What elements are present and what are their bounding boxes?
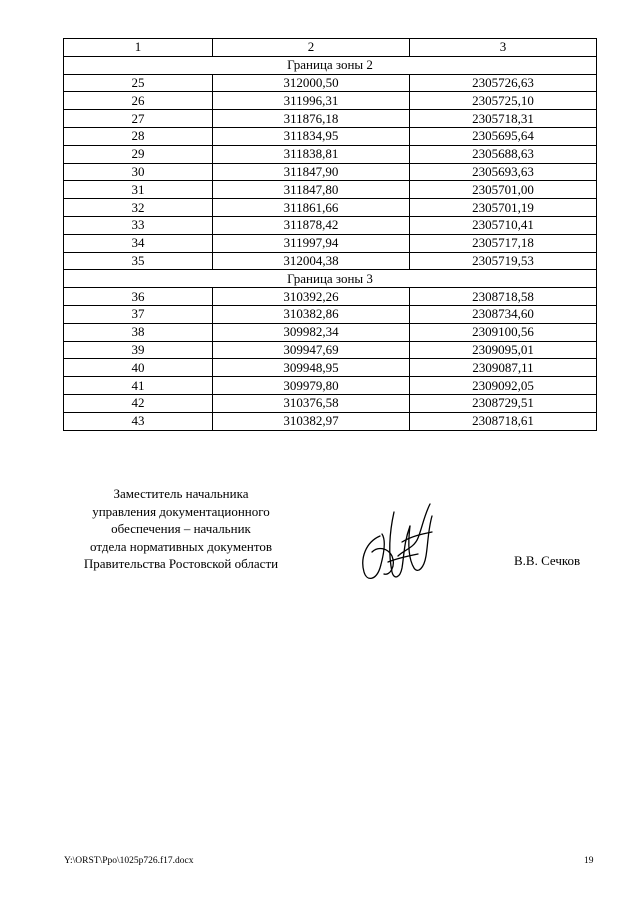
point-number: 28 xyxy=(64,127,213,145)
y-coordinate: 2305717,18 xyxy=(410,234,597,252)
y-coordinate: 2309092,05 xyxy=(410,377,597,395)
y-coordinate: 2309095,01 xyxy=(410,341,597,359)
y-coordinate: 2305710,41 xyxy=(410,216,597,234)
position-line: обеспечения – начальник xyxy=(111,521,251,536)
table-row xyxy=(64,127,597,145)
table-row xyxy=(64,305,597,323)
table-row xyxy=(64,377,597,395)
table-row xyxy=(64,288,597,306)
x-coordinate: 311861,66 xyxy=(213,199,410,217)
column-header: 2 xyxy=(213,39,410,57)
signatory-position xyxy=(66,485,296,573)
x-coordinate: 311847,90 xyxy=(213,163,410,181)
x-coordinate: 310376,58 xyxy=(213,394,410,412)
y-coordinate: 2305719,53 xyxy=(410,252,597,270)
point-number: 30 xyxy=(64,163,213,181)
table-row xyxy=(64,341,597,359)
coordinates-table xyxy=(63,38,597,431)
y-coordinate: 2305725,10 xyxy=(410,92,597,110)
point-number: 39 xyxy=(64,341,213,359)
x-coordinate: 310382,97 xyxy=(213,412,410,430)
x-coordinate: 312000,50 xyxy=(213,74,410,92)
column-header: 3 xyxy=(410,39,597,57)
section-title: Граница зоны 3 xyxy=(64,270,597,288)
handwritten-signature xyxy=(358,496,438,586)
position-line: управления документационного xyxy=(92,503,270,519)
table-row xyxy=(64,110,597,128)
y-coordinate: 2305701,19 xyxy=(410,199,597,217)
point-number: 29 xyxy=(64,145,213,163)
column-header: 1 xyxy=(64,39,213,57)
coordinates-table-body xyxy=(64,39,597,431)
position-line: отдела нормативных документов xyxy=(90,538,272,554)
section-title-row xyxy=(64,56,597,74)
x-coordinate: 310392,26 xyxy=(213,288,410,306)
y-coordinate: 2305718,31 xyxy=(410,110,597,128)
y-coordinate: 2305701,00 xyxy=(410,181,597,199)
table-row xyxy=(64,234,597,252)
point-number: 40 xyxy=(64,359,213,377)
position-line: Заместитель начальника xyxy=(113,486,249,501)
x-coordinate: 312004,38 xyxy=(213,252,410,270)
y-coordinate: 2308734,60 xyxy=(410,305,597,323)
table-row xyxy=(64,412,597,430)
section-title-row xyxy=(64,270,597,288)
y-coordinate: 2309100,56 xyxy=(410,323,597,341)
point-number: 37 xyxy=(64,305,213,323)
x-coordinate: 311834,95 xyxy=(213,127,410,145)
x-coordinate: 311997,94 xyxy=(213,234,410,252)
x-coordinate: 309947,69 xyxy=(213,341,410,359)
table-row xyxy=(64,394,597,412)
table-row xyxy=(64,74,597,92)
section-title: Граница зоны 2 xyxy=(64,56,597,74)
table-row xyxy=(64,92,597,110)
point-number: 32 xyxy=(64,199,213,217)
point-number: 27 xyxy=(64,110,213,128)
point-number: 34 xyxy=(64,234,213,252)
table-row xyxy=(64,359,597,377)
point-number: 25 xyxy=(64,74,213,92)
x-coordinate: 311996,31 xyxy=(213,92,410,110)
footer-page-number: 19 xyxy=(584,856,594,866)
y-coordinate: 2305693,63 xyxy=(410,163,597,181)
y-coordinate: 2309087,11 xyxy=(410,359,597,377)
footer-file-path: Y:\ORST\Ppo\1025p726.f17.docx xyxy=(64,856,194,866)
y-coordinate: 2308729,51 xyxy=(410,394,597,412)
x-coordinate: 311878,42 xyxy=(213,216,410,234)
x-coordinate: 309979,80 xyxy=(213,377,410,395)
point-number: 43 xyxy=(64,412,213,430)
point-number: 35 xyxy=(64,252,213,270)
point-number: 42 xyxy=(64,394,213,412)
x-coordinate: 309948,95 xyxy=(213,359,410,377)
signatory-name: В.В. Сечков xyxy=(514,553,581,568)
y-coordinate: 2305695,64 xyxy=(410,127,597,145)
y-coordinate: 2305726,63 xyxy=(410,74,597,92)
table-row xyxy=(64,199,597,217)
x-coordinate: 311838,81 xyxy=(213,145,410,163)
point-number: 38 xyxy=(64,323,213,341)
y-coordinate: 2308718,58 xyxy=(410,288,597,306)
point-number: 26 xyxy=(64,92,213,110)
y-coordinate: 2308718,61 xyxy=(410,412,597,430)
table-row xyxy=(64,323,597,341)
table-row xyxy=(64,216,597,234)
x-coordinate: 309982,34 xyxy=(213,323,410,341)
table-row xyxy=(64,252,597,270)
table-row xyxy=(64,181,597,199)
position-line: Правительства Ростовской области xyxy=(83,556,279,571)
x-coordinate: 311876,18 xyxy=(213,110,410,128)
x-coordinate: 310382,86 xyxy=(213,305,410,323)
point-number: 36 xyxy=(64,288,213,306)
point-number: 31 xyxy=(64,181,213,199)
point-number: 33 xyxy=(64,216,213,234)
table-row xyxy=(64,145,597,163)
table-header-row xyxy=(64,39,597,57)
x-coordinate: 311847,80 xyxy=(213,181,410,199)
y-coordinate: 2305688,63 xyxy=(410,145,597,163)
table-row xyxy=(64,163,597,181)
point-number: 41 xyxy=(64,377,213,395)
